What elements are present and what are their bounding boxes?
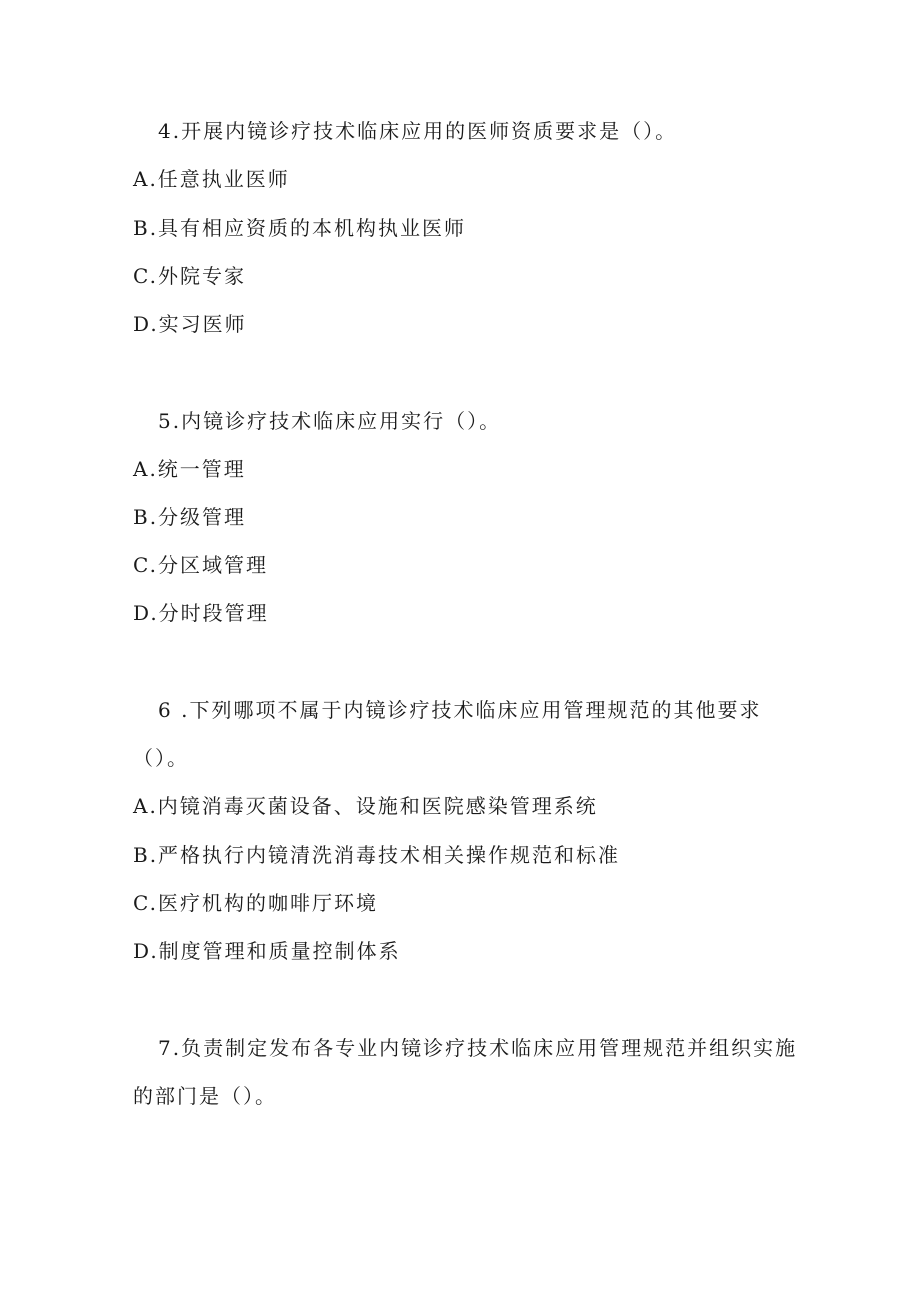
question-6-stem-line-2: （）。 [133, 746, 189, 770]
question-6-stem-line-1: 6 .下列哪项不属于内镜诊疗技术临床应用管理规范的其他要求 [158, 698, 762, 722]
question-4-option-d: D.实习医师 [133, 312, 247, 336]
question-7-stem-line-2: 的部门是（）。 [133, 1084, 277, 1108]
question-4-option-c: C.外院专家 [133, 264, 246, 288]
question-6-option-b: B.严格执行内镜清洗消毒技术相关操作规范和标准 [133, 843, 621, 867]
question-7-stem-line-1: 7.负责制定发布各专业内镜诊疗技术临床应用管理规范并组织实施 [158, 1036, 798, 1060]
question-4-stem: 4.开展内镜诊疗技术临床应用的医师资质要求是（）。 [158, 119, 678, 143]
question-6-option-d: D.制度管理和质量控制体系 [133, 939, 401, 963]
question-5-option-c: C.分区域管理 [133, 553, 268, 577]
question-5-option-d: D.分时段管理 [133, 601, 269, 625]
question-5-stem: 5.内镜诊疗技术临床应用实行（）。 [158, 409, 502, 433]
question-5-option-a: A.统一管理 [133, 457, 246, 481]
question-6-option-c: C.医疗机构的咖啡厅环境 [133, 891, 378, 915]
question-4-option-b: B.具有相应资质的本机构执业医师 [133, 216, 467, 240]
question-5-option-b: B.分级管理 [133, 505, 247, 529]
question-6-option-a: A.内镜消毒灭菌设备、设施和医院感染管理系统 [133, 794, 598, 818]
question-4-option-a: A.任意执业医师 [133, 167, 290, 191]
